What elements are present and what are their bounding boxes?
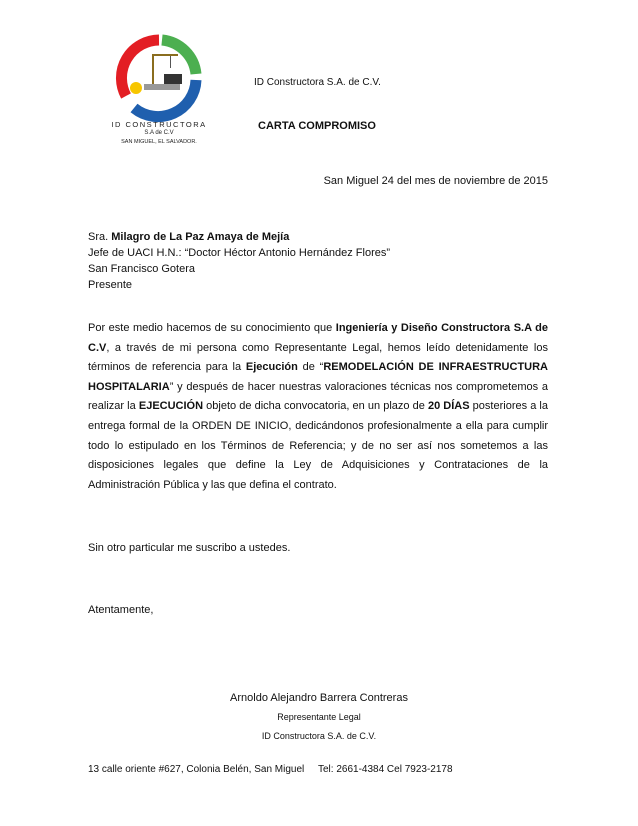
recipient-block — [88, 229, 390, 293]
logo-emblem-icon — [104, 34, 214, 124]
logo-location: SAN MIGUEL, EL SALVADOR. — [121, 139, 197, 145]
body-text: Por este medio hacemos de su conocimiento que — [88, 322, 336, 334]
document-title: CARTA COMPROMISO — [258, 120, 376, 132]
footer — [88, 764, 453, 775]
logo-subtitle: S.A de C.V — [144, 130, 174, 136]
recipient-location: San Francisco Gotera — [88, 263, 195, 275]
body-text: ” y después de hacer nuestras valoraciones técnicas nos comprometemos a realizar la — [88, 380, 548, 413]
regards-line: Atentamente, — [88, 604, 154, 616]
body-days-bold: 20 DÍAS — [427, 400, 470, 413]
footer-phones: Tel: 2661-4384 Cel 7923-2178 — [317, 764, 453, 775]
body-project-bold: REMODELACIÓN DE INFRAESTRUCTURA HOSPITALARIA — [88, 361, 548, 393]
signer-role: Representante Legal — [277, 712, 361, 722]
header-company: ID Constructora S.A. de C.V. — [254, 77, 381, 88]
recipient-line-1 — [88, 229, 390, 245]
recipient-prefix: Sra. — [88, 231, 109, 243]
body-text: posteriores a la entrega formal de la ORDEN DE INICIO, dedicándonos profesionalmente a ella para cumplir todo lo estipulado en los Términos de Referencia; y de no ser así nos sometemos a las disposiciones legales que define la Ley de Adquisiciones y Contrataciones de la Administración Pública y las que defina el contrato. — [88, 400, 548, 491]
company-logo — [104, 34, 214, 152]
logo-name: ID CONSTRUCTORA — [111, 120, 207, 129]
letter-date: San Miguel 24 del mes de noviembre de 2015 — [323, 175, 548, 187]
signer-company: ID Constructora S.A. de C.V. — [261, 731, 377, 741]
body-text: de “ — [297, 361, 324, 374]
signer-name: Arnoldo Alejandro Barrera Contreras — [230, 692, 408, 704]
recipient-title: Jefe de UACI H.N.: “Doctor Héctor Antonio Hernández Flores” — [88, 247, 391, 259]
footer-address: 13 calle oriente #627, Colonia Belén, San Miguel — [88, 764, 305, 775]
closing-line: Sin otro particular me suscribo a ustedes. — [88, 542, 291, 554]
body-ejecucion-upper-bold: EJECUCIÓN — [138, 400, 204, 413]
body-text: objeto de dicha convocatoria, en un plazo de — [203, 400, 428, 413]
recipient-name: Milagro de La Paz Amaya de Mejía — [111, 231, 290, 243]
recipient-presente: Presente — [88, 279, 133, 291]
body-company-bold: Ingeniería y Diseño Constructora S.A de C.V — [88, 322, 548, 354]
body-ejecucion-bold: Ejecución — [245, 361, 298, 374]
body-paragraph — [88, 319, 548, 495]
body-text: , a través de mi persona como Representante Legal, hemos leído detenidamente los términos de referencia para la — [88, 341, 548, 374]
